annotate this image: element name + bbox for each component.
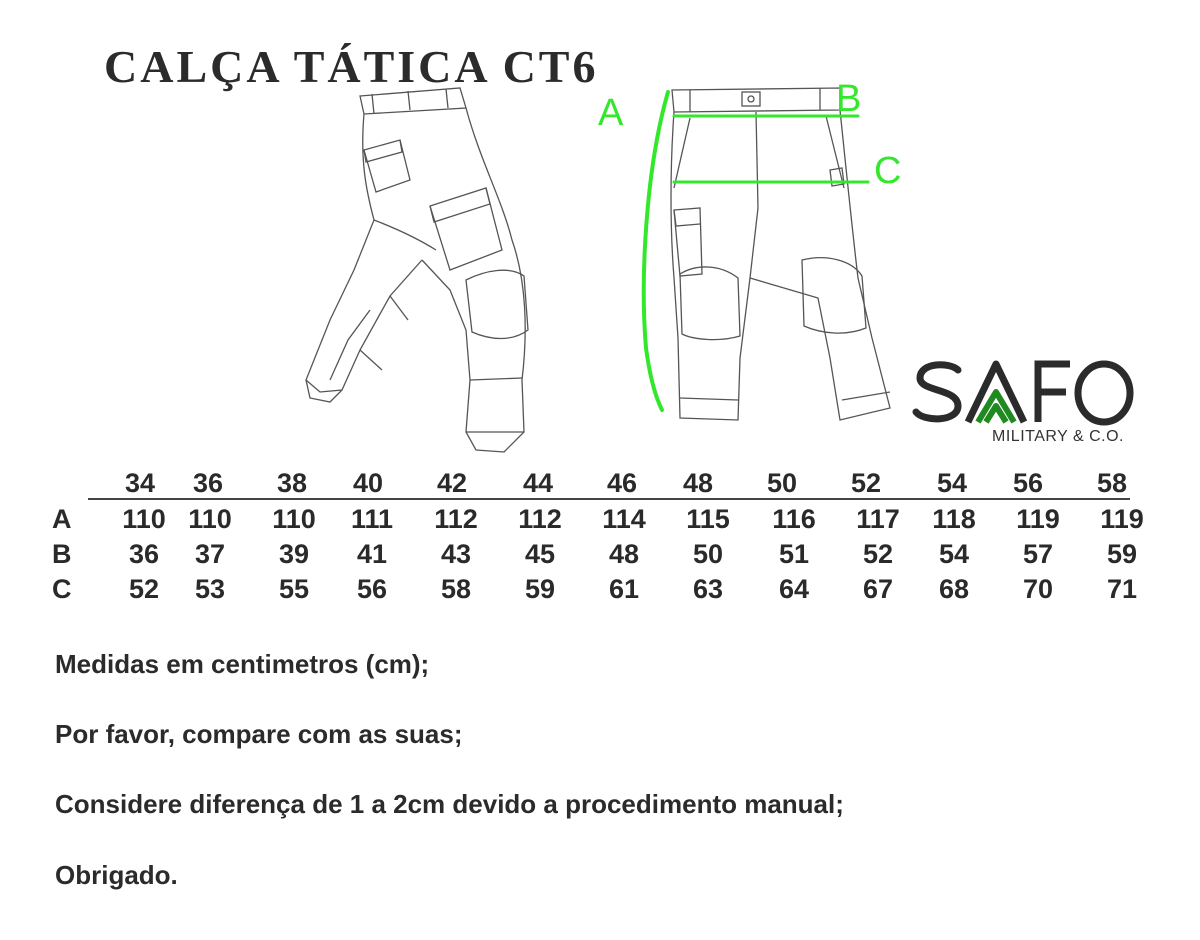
measure-value-cell: 67: [862, 574, 894, 604]
size-header-cell: 42: [436, 468, 468, 498]
measure-value-cell: 110: [122, 504, 166, 534]
measure-value-cell: 61: [608, 574, 640, 604]
measure-value-cell: 58: [440, 574, 472, 604]
measure-value-cell: 63: [692, 574, 724, 604]
measure-label-c: C: [874, 150, 902, 192]
measure-value-cell: 37: [194, 539, 226, 569]
size-header-cell: 44: [522, 468, 554, 498]
measure-value-cell: 119: [1016, 504, 1060, 534]
size-header-cell: 50: [766, 468, 798, 498]
logo-subtitle: MILITARY & C.O.: [992, 428, 1124, 445]
measure-value-cell: 59: [524, 574, 556, 604]
measure-value-cell: 43: [440, 539, 472, 569]
measure-value-cell: 55: [278, 574, 310, 604]
measure-value-cell: 54: [938, 539, 970, 569]
measure-value-cell: 118: [932, 504, 976, 534]
safo-wordmark-logo: [910, 356, 1140, 428]
size-header-cell: 56: [1012, 468, 1044, 498]
size-header-cell: 58: [1096, 468, 1128, 498]
measure-label-a: A: [598, 92, 624, 134]
measure-value-cell: 59: [1106, 539, 1138, 569]
measure-value-cell: 119: [1100, 504, 1144, 534]
size-header-cell: 54: [936, 468, 968, 498]
pants-front-view-illustration: [590, 78, 910, 453]
measure-value-cell: 110: [188, 504, 232, 534]
measure-value-cell: 52: [128, 574, 160, 604]
measure-value-cell: 51: [778, 539, 810, 569]
size-header-cell: 34: [124, 468, 156, 498]
measure-value-cell: 116: [772, 504, 816, 534]
size-header-cell: 38: [276, 468, 308, 498]
measure-value-cell: 115: [686, 504, 730, 534]
measure-value-cell: 70: [1022, 574, 1054, 604]
measure-value-cell: 56: [356, 574, 388, 604]
measure-value-cell: 57: [1022, 539, 1054, 569]
measure-row-label: B: [52, 539, 72, 569]
measure-label-b: B: [836, 78, 862, 120]
measure-value-cell: 114: [602, 504, 646, 534]
measure-value-cell: 48: [608, 539, 640, 569]
measure-row-label: C: [52, 574, 72, 604]
size-header-cell: 40: [352, 468, 384, 498]
measure-value-cell: 112: [434, 504, 478, 534]
measure-value-cell: 64: [778, 574, 810, 604]
size-chart-table: [0, 466, 1200, 616]
measure-value-cell: 71: [1106, 574, 1138, 604]
measure-row-label: A: [52, 504, 72, 534]
measure-value-cell: 45: [524, 539, 556, 569]
measure-value-cell: 36: [128, 539, 160, 569]
measure-value-cell: 39: [278, 539, 310, 569]
safo-logo: [910, 356, 1140, 452]
size-header-cell: 48: [682, 468, 714, 498]
size-header-cell: 46: [606, 468, 638, 498]
measure-value-cell: 52: [862, 539, 894, 569]
note-compare: Por favor, compare com as suas;: [55, 719, 463, 749]
product-title: CALÇA TÁTICA CT6: [104, 41, 599, 92]
size-header-cell: 52: [850, 468, 882, 498]
measure-value-cell: 68: [938, 574, 970, 604]
measure-value-cell: 117: [856, 504, 900, 534]
measure-value-cell: 50: [692, 539, 724, 569]
size-header-cell: 36: [192, 468, 224, 498]
measure-value-cell: 53: [194, 574, 226, 604]
measure-value-cell: 112: [518, 504, 562, 534]
measure-value-cell: 111: [350, 504, 394, 534]
measure-value-cell: 41: [356, 539, 388, 569]
measure-value-cell: 110: [272, 504, 316, 534]
note-measurement-units: Medidas em centimetros (cm);: [55, 649, 430, 679]
note-tolerance: Considere diferença de 1 a 2cm devido a procedimento manual;: [55, 789, 844, 819]
note-thanks: Obrigado.: [55, 860, 178, 890]
pants-side-view-illustration: [290, 80, 560, 460]
